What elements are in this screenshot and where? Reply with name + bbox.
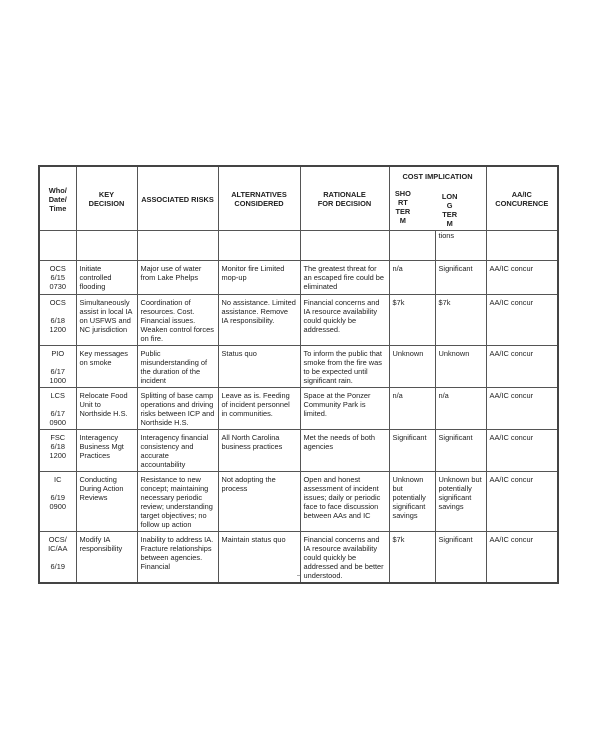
who-line: 6/18	[50, 442, 65, 451]
header-row	[39, 166, 558, 231]
long-term-cell: $7k	[435, 295, 486, 346]
short-term-cell: Significant	[389, 430, 435, 472]
who-line: OCS	[49, 298, 66, 307]
header-long-term-line: LONG	[441, 192, 458, 210]
rationale-cell: Open and honest assessment of incident issues; daily or periodic face to face discussion between AAs and IC	[300, 472, 389, 532]
header-long-term-line: TERM	[442, 210, 458, 228]
decision-cell: Simultaneously assist in local IA on USFWS and NC jurisdiction	[76, 295, 137, 346]
header-short-term-line: SHORT	[394, 189, 411, 207]
who-cell	[39, 261, 76, 295]
alternatives-cell: All North Carolina business practices	[218, 430, 300, 472]
who-gap	[43, 358, 73, 367]
who-line: 1000	[49, 376, 66, 385]
header-cost-implication-label: COST IMPLICATION	[402, 172, 473, 181]
rationale-cell: Financial concerns and IA resource availability could quickly be addressed and be better understood.	[300, 532, 389, 584]
concurrence-cell: AA/IC concur	[486, 261, 558, 295]
header-who-line: Who/	[48, 185, 67, 195]
rationale-cell: The greatest threat for an escaped fire could be eliminated	[300, 261, 389, 295]
short-term-cell: Unknown	[389, 346, 435, 388]
who-cell	[39, 472, 76, 532]
table-cell	[389, 231, 435, 261]
rationale-cell: Met the needs of both agencies	[300, 430, 389, 472]
header-short-term	[393, 189, 436, 228]
who-line: IC	[54, 475, 62, 484]
who-cell	[39, 388, 76, 430]
long-term-cell: Significant	[435, 261, 486, 295]
table-cell	[300, 231, 389, 261]
table-row	[39, 388, 558, 430]
continuation-text: tions	[438, 231, 455, 240]
who-line: FSC	[50, 433, 66, 442]
who-line: 6/17	[50, 367, 65, 376]
long-term-cell: Significant	[435, 430, 486, 472]
short-term-cell: $7k	[389, 532, 435, 584]
who-cell	[39, 295, 76, 346]
concurrence-cell: AA/IC concur	[486, 532, 558, 584]
header-rationale-line: FOR DECISION	[317, 199, 372, 208]
who-line: 6/19	[50, 493, 65, 502]
decision-cell: Interagency Business Mgt Practices	[76, 430, 137, 472]
who-line: 0900	[49, 502, 66, 511]
decision-cell: Modify IA responsibility	[76, 532, 137, 584]
alternatives-cell: No assistance. Limited assistance. Remove IA responsibility.	[218, 295, 300, 346]
who-gap	[43, 400, 73, 409]
concurrence-cell: AA/IC concur	[486, 472, 558, 532]
risks-cell: Splitting of base camp operations and driving risks between ICP and Northside H.S.	[137, 388, 218, 430]
header-key-decision-line: DECISION	[88, 199, 125, 208]
header-long-term	[439, 192, 482, 228]
header-alternatives	[218, 166, 300, 231]
who-line: 0730	[49, 282, 66, 291]
who-line: 6/17	[50, 409, 65, 418]
concurrence-cell: AA/IC concur	[486, 346, 558, 388]
short-term-cell: Unknown but potentially significant savings	[389, 472, 435, 532]
long-term-cell: Unknown but potentially significant savings	[435, 472, 486, 532]
table-row	[39, 295, 558, 346]
short-term-cell: $7k	[389, 295, 435, 346]
long-term-cell: Significant	[435, 532, 486, 584]
alternatives-cell: Not adopting the process	[218, 472, 300, 532]
who-line: 6/18	[50, 316, 65, 325]
short-term-cell: n/a	[389, 388, 435, 430]
who-line: 0900	[49, 418, 66, 427]
header-alternatives-line: CONSIDERED	[234, 199, 284, 208]
long-term-cell: n/a	[435, 388, 486, 430]
who-line: IC/AA	[48, 544, 68, 553]
risks-cell: Public misunderstanding of the duration of the incident	[137, 346, 218, 388]
decision-cell: Relocate Food Unit to Northside H.S.	[76, 388, 137, 430]
header-short-term-line: TERM	[395, 207, 411, 225]
who-line: OCS/	[48, 535, 67, 544]
who-line: 6/15	[50, 273, 65, 282]
who-line: 1200	[49, 325, 66, 334]
table-cell	[76, 231, 137, 261]
table-cell	[39, 231, 76, 261]
decision-cell: Key messages on smoke	[76, 346, 137, 388]
alternatives-cell: Status quo	[218, 346, 300, 388]
who-cell	[39, 532, 76, 584]
page-mark: –	[297, 572, 301, 579]
table-row	[39, 346, 558, 388]
table-row	[39, 430, 558, 472]
continuation-row	[39, 231, 558, 261]
header-rationale-line: RATIONALE	[323, 190, 366, 199]
decision-cell: Conducting During Action Reviews	[76, 472, 137, 532]
risks-cell: Interagency financial consistency and accurate accountability	[137, 430, 218, 472]
header-rationale	[300, 166, 389, 231]
who-gap	[43, 484, 73, 493]
header-key-decision	[76, 166, 137, 231]
who-gap	[43, 307, 73, 316]
header-cost-implication	[389, 166, 486, 231]
header-who-line: Date/	[48, 194, 67, 204]
risks-cell: Resistance to new concept; maintaining necessary periodic review; understanding target objectives; no follow up action	[137, 472, 218, 532]
rationale-cell: Space at the Ponzer Community Park is limited.	[300, 388, 389, 430]
header-who-line: Time	[49, 203, 67, 213]
header-who	[39, 166, 76, 231]
table-cell	[137, 231, 218, 261]
who-cell	[39, 430, 76, 472]
who-cell	[39, 346, 76, 388]
cost-subheaders	[393, 189, 483, 228]
continuation-long-cell	[435, 231, 486, 261]
alternatives-cell: Maintain status quo	[218, 532, 300, 584]
who-line: 1200	[49, 451, 66, 460]
header-concurrence-line: CONCURENCE	[495, 199, 549, 208]
who-line: LCS	[50, 391, 65, 400]
table-row	[39, 472, 558, 532]
who-gap	[43, 553, 73, 562]
who-line: 6/19	[50, 562, 65, 571]
who-line: OCS	[49, 264, 66, 273]
table-row	[39, 261, 558, 295]
rationale-cell: Financial concerns and IA resource availability could quickly be addressed.	[300, 295, 389, 346]
table-cell	[218, 231, 300, 261]
header-concurrence-line: AA/IC	[511, 190, 532, 199]
concurrence-cell: AA/IC concur	[486, 430, 558, 472]
risks-cell: Coordination of resources. Cost. Financial issues. Weaken control forces on fire.	[137, 295, 218, 346]
risks-cell: Inability to address IA. Fracture relationships between agencies. Financial	[137, 532, 218, 584]
table-cell	[486, 231, 558, 261]
rationale-cell: To inform the public that smoke from the fire was to be expected until significant rain.	[300, 346, 389, 388]
header-associated-risks	[137, 166, 218, 231]
who-line: PIO	[51, 349, 65, 358]
long-term-cell: Unknown	[435, 346, 486, 388]
risks-cell: Major use of water from Lake Phelps	[137, 261, 218, 295]
header-key-decision-line: KEY	[98, 190, 115, 199]
header-associated-risks-label: ASSOCIATED RISKS	[141, 194, 214, 204]
alternatives-cell: Leave as is. Feeding of incident personnel in communities.	[218, 388, 300, 430]
concurrence-cell: AA/IC concur	[486, 295, 558, 346]
alternatives-cell: Monitor fire Limited mop-up	[218, 261, 300, 295]
header-concurrence	[486, 166, 558, 231]
concurrence-cell: AA/IC concur	[486, 388, 558, 430]
short-term-cell: n/a	[389, 261, 435, 295]
decision-log-table	[38, 165, 559, 584]
decision-cell: Initiate controlled flooding	[76, 261, 137, 295]
header-alternatives-line: ALTERNATIVES	[231, 190, 287, 199]
